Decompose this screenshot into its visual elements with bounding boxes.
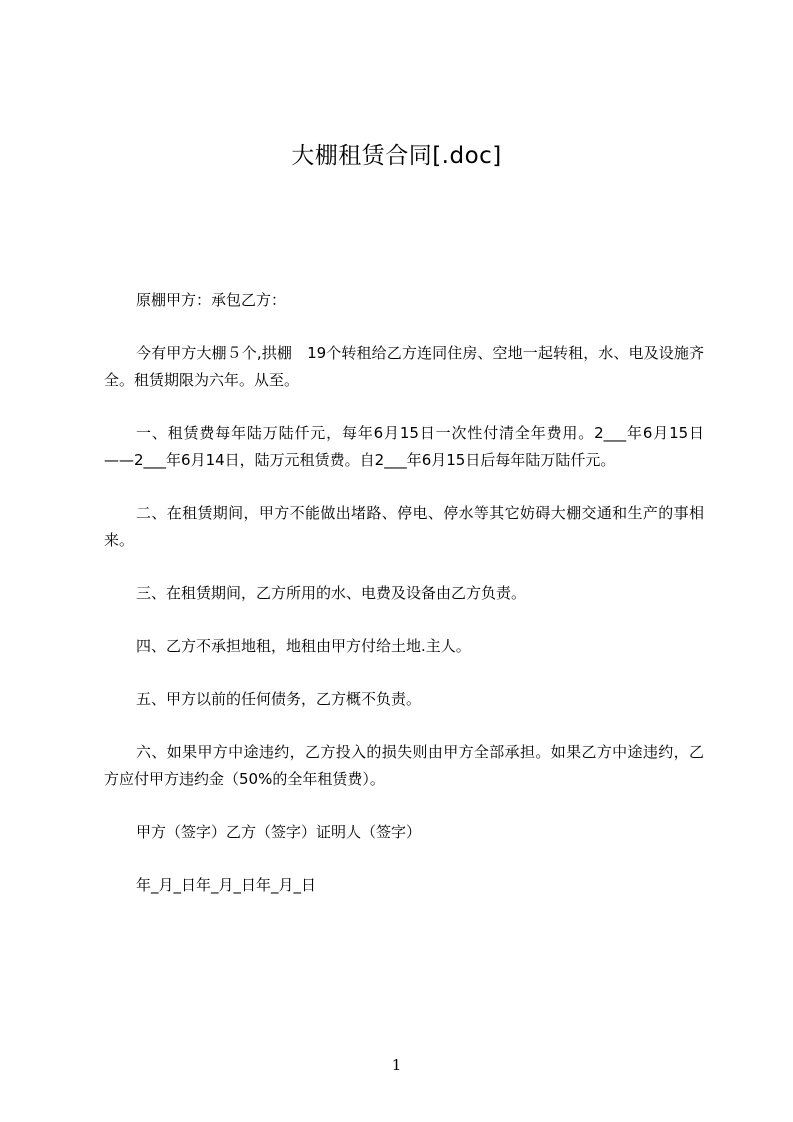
document-title: 大棚租赁合同[.doc] [291,143,502,169]
clause-6: 六、如果甲方中途违约，乙方投入的损失则由甲方全部承担。如果乙方中途违约，乙方应付甲方违约金（50%的全年租赁费）。 [104,743,704,788]
clause-5: 五、甲方以前的任何债务，乙方概不负责。 [136,690,422,708]
clause-1: 一、租赁费每年陆万陆仟元，每年6月15日一次性付清全年费用。2___年6月15日——2___年6月14日，陆万元租赁费。自2___年6月15日后每年陆万陆仟元。 [104,424,704,469]
clause-4: 四、乙方不承担地租，地租由甲方付给土地.主人。 [136,637,471,655]
signature-line: 甲方（签字）乙方（签字）证明人（签字） [136,823,422,841]
party-header: 原棚甲方：承包乙方： [136,291,287,309]
clause-2: 二、在租赁期间，甲方不能做出堵路、停电、停水等其它妨碍大棚交通和生产的事相来。 [104,504,704,549]
page-number: 1 [391,1056,402,1074]
clause-3: 三、在租赁期间，乙方所用的水、电费及设备由乙方负责。 [136,584,527,602]
intro-paragraph: 今有甲方大棚５个,拱棚 19个转租给乙方连同住房、空地一起转租，水、电及设施齐全。租赁期限为六年。从至。 [104,344,704,389]
document-body [104,287,704,925]
date-line: 年_月_日年_月_日年_月_日 [136,876,317,894]
